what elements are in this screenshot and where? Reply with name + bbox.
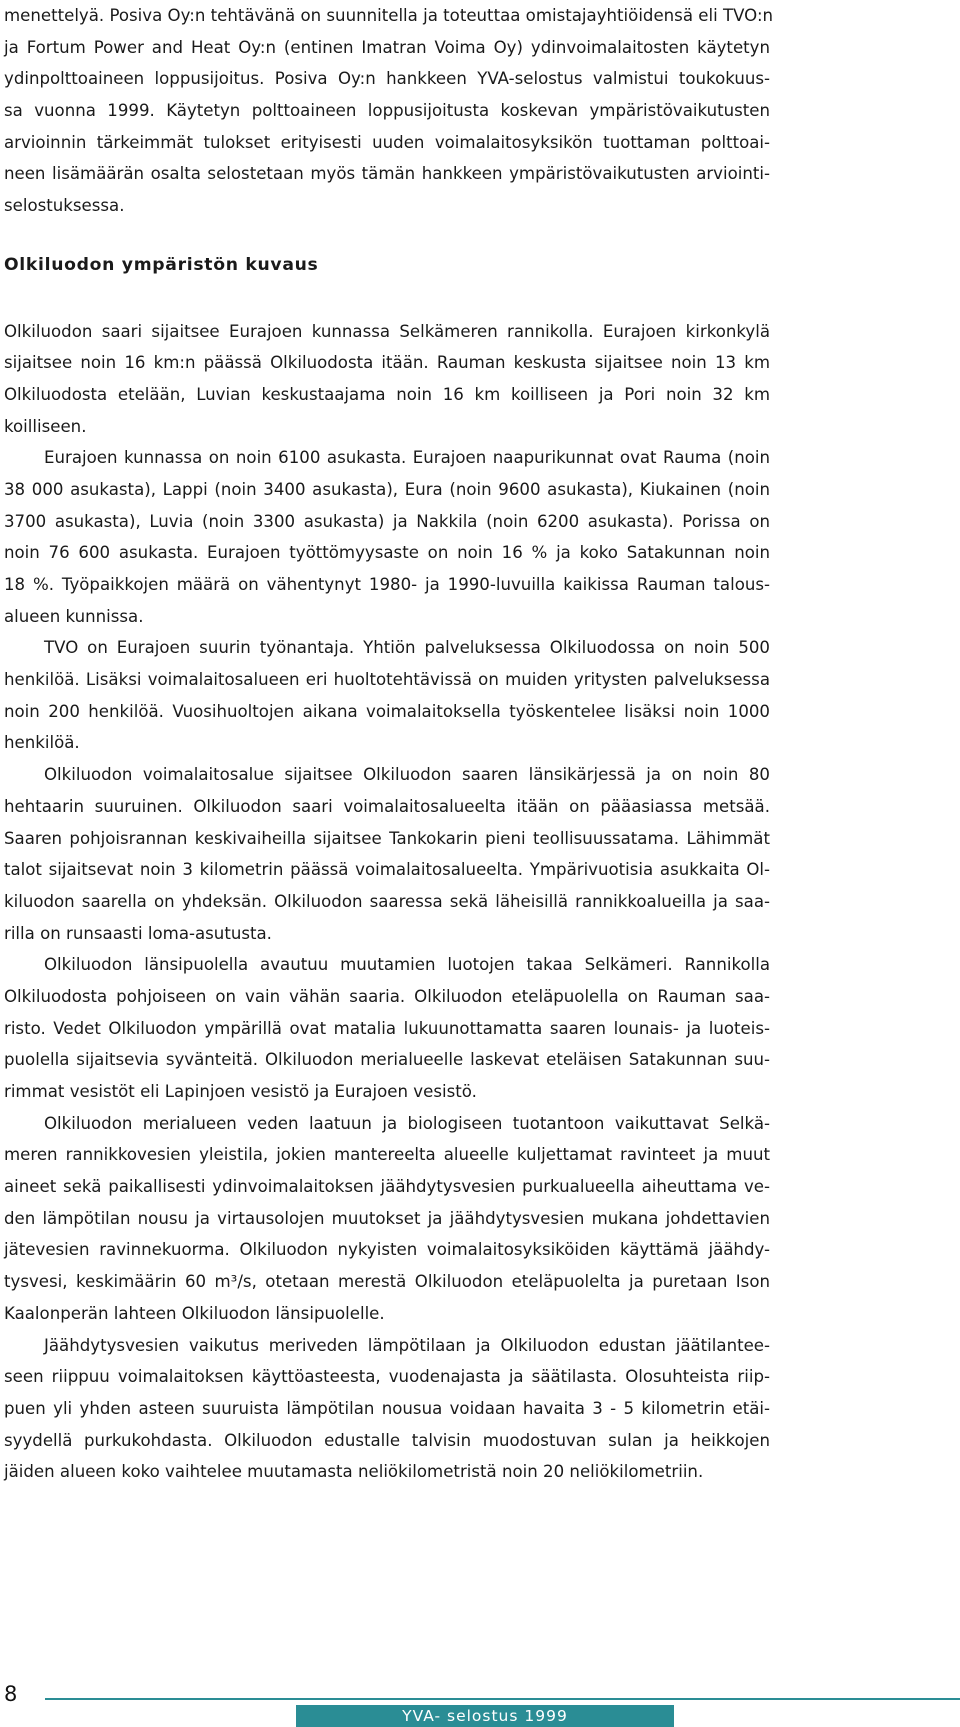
- text-line: alueen kunnissa.: [4, 606, 144, 626]
- page-number: 8: [4, 1682, 18, 1706]
- text-line: koilliseen.: [4, 416, 87, 436]
- paragraph: [4, 442, 770, 632]
- text-line: rimmat vesistöt eli Lapinjoen vesistö ja Eurajoen vesistö.: [4, 1082, 477, 1101]
- text-line: Olkiluodon voimalaitosalue sijaitsee Olkiluodon saaren länsikärjessä ja on noin 80: [44, 765, 770, 785]
- footer-band: [296, 1705, 674, 1727]
- text-line: tysvesi, keskimäärin 60 m³/s, otetaan merestä Olkiluodon eteläpuolelta ja puretaan Ison: [4, 1272, 770, 1292]
- text-line: puen yli yhden asteen suuruista lämpötilan nousua voidaan havaita 3 - 5 kilometrin etäi-: [4, 1398, 770, 1418]
- text-line: noin 76 600 asukasta. Eurajoen työttömyysaste on noin 16 % ja koko Satakunnan noin: [4, 543, 770, 563]
- paragraph: [4, 1330, 770, 1488]
- text-line: 18 %. Työpaikkojen määrä on vähentynyt 1980- ja 1990-luvuilla kaikissa Rauman talous-: [4, 575, 770, 594]
- text-line: henkilöä. Lisäksi voimalaitosalueen eri huoltotehtävissä on muiden yritysten palveluksessa: [4, 670, 770, 690]
- text-line: aineet sekä paikallisesti ydinvoimalaitoksen jäähdytysvesien purkualueella aiheuttama ve-: [4, 1177, 770, 1197]
- text-line: puolella sijaitsevia syvänteitä. Olkiluodon merialueelle laskevat eteläisen Satakunnan suu-: [4, 1050, 770, 1070]
- text-line: seen riippuu voimalaitoksen käyttöasteesta, vuodenajasta ja säätilasta. Olosuhteista riip-: [4, 1367, 770, 1387]
- text-line: henkilöä.: [4, 733, 80, 753]
- text-line: Saaren pohjoisrannan keskivaiheilla sijaitsee Tankokarin pieni teollisuussatama. Lähimmät: [4, 828, 770, 848]
- footer-band-text: YVA- selostus 1999: [402, 1707, 568, 1725]
- text-line: syydellä purkukohdasta. Olkiluodon edustalle talvisin muodostuvan sulan ja heikkojen: [4, 1430, 770, 1450]
- text-line: rilla on runsaasti loma-asutusta.: [4, 923, 272, 943]
- section-body: [4, 316, 770, 1488]
- text-line: noin 200 henkilöä. Vuosihuoltojen aikana voimalaitoksella työskentelee lisäksi noin 1000: [4, 701, 770, 721]
- text-line: hehtaarin suuruinen. Olkiluodon saari voimalaitosalueelta itään on pääasiassa metsää.: [4, 796, 770, 816]
- text-line: Olkiluodon merialueen veden laatuun ja biologiseen tuotantoon vaikuttavat Selkä-: [44, 1113, 770, 1133]
- paragraph: [4, 949, 770, 1107]
- text-line: sa vuonna 1999. Käytetyn polttoaineen loppusijoitusta koskevan ympäristövaikutusten: [4, 101, 770, 121]
- text-line: kiluodon saarella on yhdeksän. Olkiluodon saaressa sekä läheisillä rannikkoalueilla ja saa-: [4, 891, 770, 911]
- paragraph: [4, 632, 770, 759]
- section-heading: Olkiluodon ympäristön kuvaus: [4, 254, 319, 275]
- text-line: ydinpolttoaineen loppusijoitus. Posiva Oy:n hankkeen YVA-selostus valmistui toukokuus-: [4, 69, 770, 89]
- text-line: ja Fortum Power and Heat Oy:n (entinen Imatran Voima Oy) ydinvoimalaitosten käytetyn: [4, 37, 770, 57]
- text-line: neen lisämäärän osalta selostetaan myös tämän hankkeen ympäristövaikutusten arviointi-: [4, 164, 770, 184]
- text-line: meren rannikkovesien yleistila, jokien mantereelta alueelle kuljettamat ravinteet ja muut: [4, 1145, 770, 1165]
- paragraph: [4, 759, 770, 949]
- text-line: jätevesien ravinnekuorma. Olkiluodon nykyisten voimalaitosyksiköiden käyttämä jäähdy-: [4, 1240, 770, 1260]
- text-line: den lämpötilan nousu ja virtausolojen muutokset ja jäähdytysvesien mukana johdettavien: [4, 1208, 770, 1228]
- text-line: risto. Vedet Olkiluodon ympärillä ovat matalia lukuunottamatta saaren lounais- ja luoteis-: [4, 1018, 770, 1038]
- text-line: Olkiluodosta etelään, Luvian keskustaajama noin 16 km koilliseen ja Pori noin 32 km: [4, 384, 770, 404]
- paragraph: [4, 1108, 770, 1330]
- text-line: Olkiluodon länsipuolella avautuu muutamien luotojen takaa Selkämeri. Rannikolla: [44, 955, 770, 975]
- text-line: talot sijaitsevat noin 3 kilometrin päässä voimalaitosalueelta. Ympärivuotisia asukkaita Ol-: [4, 860, 770, 880]
- text-line: Olkiluodosta pohjoiseen on vain vähän saaria. Olkiluodon eteläpuolella on Rauman saa-: [4, 986, 770, 1006]
- footer-rule: [45, 1698, 960, 1700]
- intro-paragraph: [4, 0, 774, 222]
- text-line: Kaalonperän lahteen Olkiluodon länsipuolelle.: [4, 1303, 385, 1323]
- text-line: Olkiluodon saari sijaitsee Eurajoen kunnassa Selkämeren rannikolla. Eurajoen kirkonkylä: [4, 321, 770, 341]
- text-line: sijaitsee noin 16 km:n päässä Olkiluodosta itään. Rauman keskusta sijaitsee noin 13 km: [4, 353, 770, 373]
- text-line: TVO on Eurajoen suurin työnantaja. Yhtiön palveluksessa Olkiluodossa on noin 500: [44, 638, 770, 658]
- text-line: selostuksessa.: [4, 196, 125, 216]
- document-body: [4, 0, 774, 1488]
- text-line: 38 000 asukasta), Lappi (noin 3400 asukasta), Eura (noin 9600 asukasta), Kiukainen (noin: [4, 479, 770, 499]
- paragraph: [4, 316, 770, 443]
- text-line: 3700 asukasta), Luvia (noin 3300 asukasta) ja Nakkila (noin 6200 asukasta). Porissa on: [4, 511, 770, 531]
- text-line: jäiden alueen koko vaihtelee muutamasta neliökilometristä noin 20 neliökilometriin.: [4, 1462, 704, 1482]
- text-line: arvioinnin tärkeimmät tulokset erityisesti uuden voimalaitosyksikön tuottaman polttoai-: [4, 132, 770, 152]
- text-line: Jäähdytysvesien vaikutus meriveden lämpötilaan ja Olkiluodon edustan jäätilantee-: [44, 1335, 770, 1355]
- text-line: Eurajoen kunnassa on noin 6100 asukasta. Eurajoen naapurikunnat ovat Rauma (noin: [44, 448, 770, 468]
- text-line: menettelyä. Posiva Oy:n tehtävänä on suunnitella ja toteuttaa omistajayhtiöidensä eli TVO:n: [4, 6, 774, 25]
